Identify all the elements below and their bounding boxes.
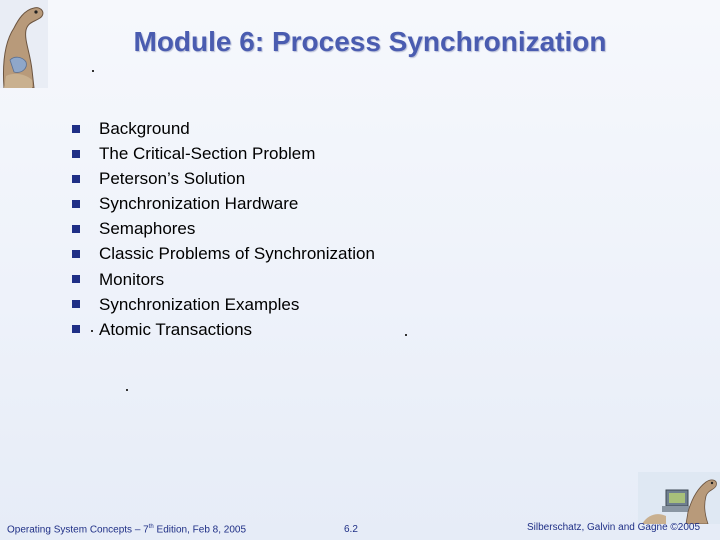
square-bullet-icon <box>72 250 80 258</box>
list-item: Peterson’s Solution <box>72 166 375 191</box>
square-bullet-icon <box>72 125 80 133</box>
bullet-list <box>72 116 375 342</box>
square-bullet-icon <box>72 200 80 208</box>
dinosaur-logo-icon <box>0 0 48 88</box>
dinosaur-computer-icon <box>638 472 720 524</box>
footer-book-info: Operating System Concepts – 7th Edition, Feb 8, 2005 <box>7 524 247 536</box>
artifact-dot <box>405 334 407 336</box>
artifact-dot <box>91 330 93 332</box>
list-item: Monitors <box>72 267 375 292</box>
list-item: Background <box>72 116 375 141</box>
artifact-dot <box>92 70 94 72</box>
footer-page-number: 6.2 <box>344 524 358 535</box>
list-item: The Critical-Section Problem <box>72 141 375 166</box>
list-item: Semaphores <box>72 216 375 241</box>
square-bullet-icon <box>72 175 80 183</box>
square-bullet-icon <box>72 225 80 233</box>
slide-title: Module 6: Process Synchronization <box>133 26 607 57</box>
list-item: Synchronization Examples <box>72 292 375 317</box>
artifact-dot <box>126 389 128 391</box>
footer-copyright: Silberschatz, Galvin and Gagne ©2005 <box>527 522 701 533</box>
square-bullet-icon <box>72 325 80 333</box>
square-bullet-icon <box>72 300 80 308</box>
square-bullet-icon <box>72 275 80 283</box>
list-item: Classic Problems of Synchronization <box>72 241 375 266</box>
list-item: Atomic Transactions <box>72 317 375 342</box>
list-item: Synchronization Hardware <box>72 191 375 216</box>
square-bullet-icon <box>72 150 80 158</box>
